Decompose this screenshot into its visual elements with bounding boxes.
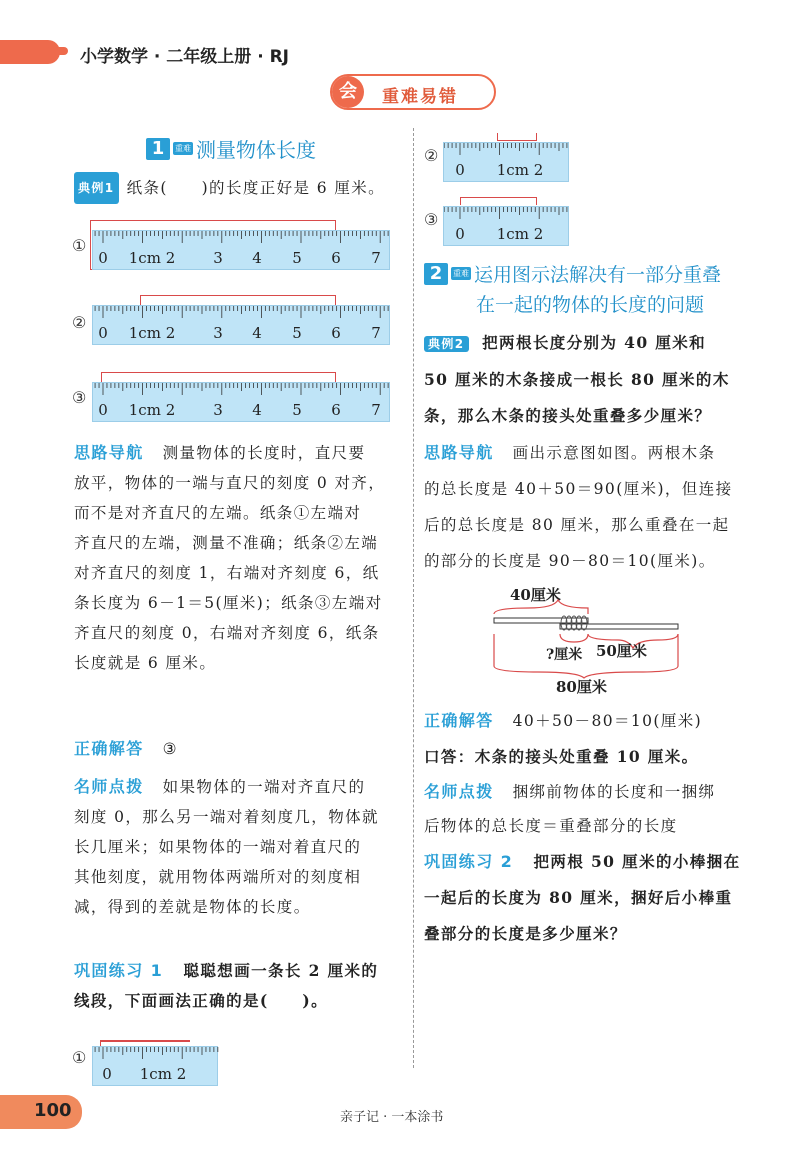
practice2-line: 一起后的长度为 80 厘米，捆好后小棒重 <box>424 888 733 907</box>
ruler2-tick-label: 6 <box>331 324 341 342</box>
ruler3-tick-label: 5 <box>292 401 302 419</box>
example1-tag: 典例1 <box>74 172 119 204</box>
ruler2-tick-label: 0 <box>98 324 108 342</box>
badge-label: 重难易错 <box>382 87 458 107</box>
ruler2-tick-label: 5 <box>292 324 302 342</box>
section1-title: 测量物体长度 <box>196 138 316 162</box>
oral-answer2: 口答：木条的接头处重叠 10 厘米。 <box>424 747 699 766</box>
small-ruler1-segment <box>100 1040 190 1042</box>
thinking1-line: 对齐直尺的刻度 1，右端对齐刻度 6，纸 <box>74 564 380 582</box>
tip1-line: 其他刻度，就用物体两端所对的刻度相 <box>74 868 362 886</box>
tip2-text: 捆绑前物体的长度和一捆绑 <box>512 783 716 801</box>
column-divider <box>413 128 414 1068</box>
ruler2-label: ② <box>72 313 87 332</box>
section2-title-line2: 在一起的物体的长度的问题 <box>476 294 705 316</box>
tip2-line: 后物体的总长度＝重叠部分的长度 <box>424 817 678 835</box>
header-accent-dash <box>46 47 68 55</box>
ruler1-tick-label: 4 <box>252 249 262 267</box>
thinking1-line: 齐直尺的刻度 0，右端对齐刻度 6，纸条 <box>74 624 380 642</box>
thinking2-line: 的总长度是 40＋50＝90(厘米)，但连接 <box>424 480 733 498</box>
ruler3-tick-label: 4 <box>252 401 262 419</box>
answer1-value: ③ <box>162 740 178 758</box>
practice2-line: 叠部分的长度是多少厘米？ <box>424 924 627 943</box>
tip1-label: 名师点拨 <box>74 777 144 796</box>
section1-tag: 重难 <box>175 144 191 153</box>
ruler2-tick-label: 3 <box>213 324 223 342</box>
small-ruler3 <box>443 206 569 246</box>
small-ruler1-label: ① <box>72 1048 87 1067</box>
small-ruler2-label: ② <box>424 146 439 165</box>
practice1-line: 线段，下面画法正确的是( )。 <box>74 991 329 1010</box>
ruler3-tick-label: 7 <box>371 401 381 419</box>
ruler3-ticks <box>93 383 391 403</box>
thinking2-line: 的部分的长度是 90－80＝10(厘米)。 <box>424 552 716 570</box>
thinking1-text: 测量物体的长度时，直尺要 <box>162 444 366 462</box>
tip1-line: 刻度 0，那么另一端对着刻度几，物体就 <box>74 808 379 826</box>
ruler3 <box>92 382 390 422</box>
small-ruler1-ticks <box>93 1047 219 1067</box>
book-title: 小学数学 · 二年级上册 · RJ <box>80 47 290 67</box>
thinking1-line: 条长度为 6－1＝5(厘米)；纸条③左端对 <box>74 594 383 612</box>
ruler1-tick-label: 3 <box>213 249 223 267</box>
ruler3-tick-label: 3 <box>213 401 223 419</box>
ruler1-tick-label: 5 <box>292 249 302 267</box>
small-ruler2-segment <box>497 133 537 141</box>
ruler3-tick-label: 1cm 2 <box>128 401 176 419</box>
section2-heading <box>424 260 721 287</box>
tip1-text: 如果物体的一端对齐直尺的 <box>162 778 366 796</box>
tip1-line: 长几厘米；如果物体的一端对着直尺的 <box>74 838 362 856</box>
tip2-label: 名师点拨 <box>424 782 494 801</box>
ruler1-label: ① <box>72 236 87 255</box>
small-ruler3-label: ③ <box>424 210 439 229</box>
small-ruler2 <box>443 142 569 182</box>
thinking1-line: 而不是对齐直尺的左端。纸条①左端对 <box>74 504 362 522</box>
ruler2-tick-label: 1cm 2 <box>128 324 176 342</box>
small-ruler2-ticks <box>444 143 570 163</box>
small-ruler2-tick-label: 1cm 2 <box>496 161 544 179</box>
example2-line: 50 厘米的木条接成一根长 80 厘米的木 <box>424 370 730 389</box>
example2-block <box>424 328 764 431</box>
ruler3-tick-label: 6 <box>331 401 341 419</box>
ruler2-ticks <box>93 306 391 326</box>
thinking2-line: 后的总长度是 80 厘米，那么重叠在一起 <box>424 516 730 534</box>
thinking1-block <box>74 438 409 678</box>
example2-line: 条，那么木条的接头处重叠多少厘米？ <box>424 406 712 425</box>
diagram-label-40: 40厘米 <box>510 586 561 604</box>
section2-number: 2 <box>424 263 448 285</box>
ruler1-tick-label: 7 <box>371 249 381 267</box>
small-ruler3-tick-label: 1cm 2 <box>496 225 544 243</box>
tip1-block <box>74 772 409 922</box>
overlap-diagram <box>488 578 688 703</box>
section1-heading <box>146 134 316 163</box>
thinking1-line: 放平，物体的一端与直尺的刻度 0 对齐， <box>74 474 386 492</box>
tip1-line: 减，得到的差就是物体的长度。 <box>74 898 311 916</box>
practice1-label: 巩固练习 1 <box>74 961 164 980</box>
answer1 <box>74 734 178 764</box>
section1-number: 1 <box>146 138 170 160</box>
thinking2-block <box>424 438 764 576</box>
example1-text: 纸条( )的长度正好是 6 厘米。 <box>126 179 386 197</box>
diagram-label-80: 80厘米 <box>556 678 607 696</box>
ruler1-tick-label: 1cm 2 <box>128 249 176 267</box>
thinking1-line: 长度就是 6 厘米。 <box>74 654 217 672</box>
thinking2-label: 思路导航 <box>424 443 494 462</box>
small-ruler1-tick-label: 1cm 2 <box>139 1065 187 1083</box>
practice1-block <box>74 956 409 1016</box>
diagram-label-50: 50厘米 <box>596 642 647 660</box>
thinking1-line <box>74 438 409 468</box>
tip2-block <box>424 777 764 841</box>
ruler1-tick-label: 6 <box>331 249 341 267</box>
thinking1-label: 思路导航 <box>74 443 144 462</box>
ruler1 <box>92 230 390 270</box>
badge-icon: 会 <box>332 76 364 108</box>
example1 <box>74 172 385 204</box>
section2-title-line1: 运用图示法解决有一部分重叠 <box>474 264 722 286</box>
diagram-label-q: ?厘米 <box>546 647 583 663</box>
ruler1-tick-label: 0 <box>98 249 108 267</box>
answer1-label: 正确解答 <box>74 739 144 758</box>
small-ruler2-tick-label: 0 <box>455 161 465 179</box>
section2-tag: 重难 <box>453 269 469 278</box>
practice2-label: 巩固练习 2 <box>424 852 514 871</box>
answer2-label: 正确解答 <box>424 711 494 730</box>
small-ruler3-segment <box>460 197 537 205</box>
footer-brand: 亲子记 · 一本涂书 <box>340 1110 444 1125</box>
answer2 <box>424 706 702 736</box>
small-ruler1 <box>92 1046 218 1086</box>
example2-text: 把两根长度分别为 40 厘米和 <box>482 333 707 352</box>
ruler1-ticks <box>93 231 391 251</box>
ruler2 <box>92 305 390 345</box>
ruler3-label: ③ <box>72 388 87 407</box>
practice1-text: 聪聪想画一条长 2 厘米的 <box>183 961 379 980</box>
practice2-text: 把两根 50 厘米的小棒捆在 <box>533 852 741 871</box>
thinking1-line: 齐直尺的左端，测量不准确；纸条②左端 <box>74 534 379 552</box>
practice2-block <box>424 847 764 949</box>
ruler2-tick-label: 7 <box>371 324 381 342</box>
ruler2-tick-label: 4 <box>252 324 262 342</box>
ruler3-tick-label: 0 <box>98 401 108 419</box>
small-ruler3-tick-label: 0 <box>455 225 465 243</box>
answer2-value: 40＋50－80＝10(厘米) <box>512 712 703 730</box>
small-ruler1-tick-label: 0 <box>102 1065 112 1083</box>
example2-tag: 典例2 <box>424 336 469 352</box>
small-ruler3-ticks <box>444 207 570 227</box>
page-number: 100 <box>34 1100 72 1121</box>
thinking2-text: 画出示意图如图。两根木条 <box>512 444 716 462</box>
